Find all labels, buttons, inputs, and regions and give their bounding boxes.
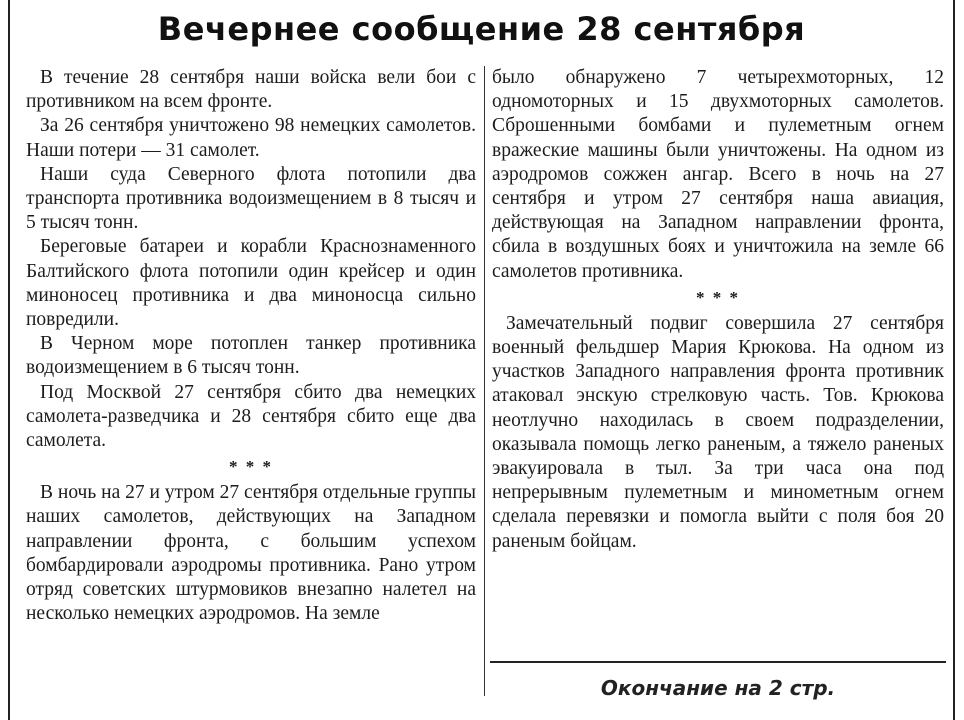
headline: Вечернее сообщение 28 сентября [157, 10, 806, 48]
paragraph: Наши суда Северного флота потопили два транспорта противника водоизмещением в 8 тысяч и 5 тысяч тонн. [26, 163, 476, 234]
section-separator: * * * [229, 457, 273, 477]
continued-on-page-label: Окончание на 2 стр. [600, 676, 836, 700]
paragraph: Береговые батареи и корабли Краснознаменного Балтийского флота потопили один крейсер и один миноносец противника и два миноносца сильно повредили. [26, 236, 476, 331]
paragraph: В ночь на 27 и утром 27 сентября отдельные группы наших самолетов, действующих на Западном направлении фронта, с большим успехом бомбардировали аэродромы противника. Рано утром отряд советских штурмовиков внезапно налетел на несколько немецких аэродромов. На земле [26, 482, 476, 625]
paragraph: Под Москвой 27 сентября сбито два немецких самолета-разведчика и 28 сентября сбито еще два самолета. [26, 381, 476, 452]
paragraph: В Черном море потоплен танкер противника водоизмещением в 6 тысяч тонн. [26, 333, 476, 379]
paragraph: В течение 28 сентября наши войска вели бои с противником на всем фронте. [26, 67, 476, 113]
paragraph: Замечательный подвиг совершила 27 сентября военный фельдшер Мария Крюкова. На одном из участков Западного направления фронта противник атаковал энскую стрелковую часть. Тов. Крюкова неотлучно находилась в своем подразделении, оказывала помощь легко раненым, а тяжело раненых эвакуировала в тыл. За три часа она под непрерывным пулеметным и минометным огнем сделала перевязки и помогла выйти с поля боя 20 раненым бойцам. [492, 312, 944, 552]
left-border-rule [8, 0, 10, 720]
footer-rule [490, 661, 946, 663]
left-column [26, 66, 476, 626]
paragraph: было обнаружено 7 четырехмоторных, 12 одномоторных и 15 двухмоторных самолетов. Сброшенными бомбами и пулеметным огнем вражеские машины были уничтожены. На одном из аэродромов сожжен ангар. Всего в ночь на 27 сентября и утром 27 сентября наша авиация, действующая на Западном направлении фронта, сбила в воздушных боях и уничтожила на земле 66 самолетов противника. [492, 67, 944, 282]
column-divider [484, 66, 485, 696]
section-separator: * * * [696, 287, 740, 307]
right-column [492, 66, 944, 554]
right-border-rule [953, 0, 955, 720]
paragraph: За 26 сентября уничтожено 98 немецких самолетов. Наши потери — 31 самолет. [26, 115, 476, 161]
